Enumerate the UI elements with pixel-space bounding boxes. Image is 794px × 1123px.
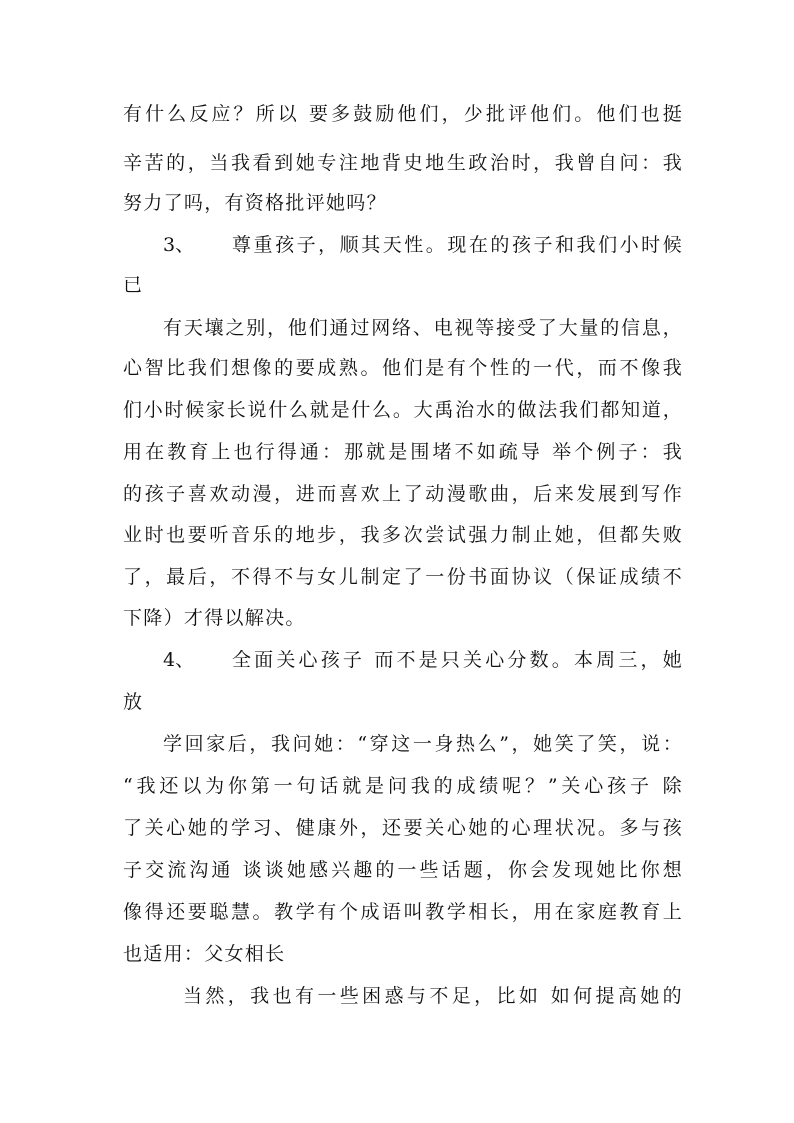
text-line-4: 尊重孩子，顺其天性。现在的孩子和我们小时候	[232, 234, 683, 256]
text-line-14: 全面关心孩子 而不是只关心分数。本周三，她	[232, 649, 683, 671]
text-line-9: 用在教育上也行得通：那就是围堵不如疏导 举个例子：我	[123, 441, 683, 463]
text-line-12: 了，最后，不得不与女儿制定了一份书面协议（保证成绩不	[123, 566, 683, 588]
text-line-5: 已	[123, 274, 144, 296]
text-line-11: 业时也要听音乐的地步，我多次尝试强力制止她，但都失败	[123, 524, 683, 546]
text-line-17: “我还以为你第一句话就是问我的成绩呢？”关心孩子 除	[123, 775, 683, 797]
text-line-8: 们小时候家长说什么就是什么。大禹治水的做法我们都知道，	[123, 399, 683, 421]
text-line-16: 学回家后，我问她：“穿这一身热么”，她笑了笑，说：	[163, 733, 683, 755]
text-line-10: 的孩子喜欢动漫，进而喜欢上了动漫歌曲，后来发展到写作	[123, 483, 683, 505]
text-line-3: 努力了吗，有资格批评她吗？	[123, 192, 387, 214]
text-line-22: 当然，我也有一些困惑与不足，比如 如何提高她的	[183, 985, 683, 1007]
text-line-1: 有什么反应？所以 要多鼓励他们，少批评他们。他们也挺	[123, 103, 683, 125]
text-line-2: 辛苦的，当我看到她专注地背史地生政治时，我曾自问：我	[123, 152, 683, 174]
list-number-4: 4、	[163, 649, 195, 671]
text-line-6: 有天壤之别，他们通过网络、电视等接受了大量的信息，	[163, 317, 683, 339]
text-line-19: 子交流沟通 谈谈她感兴趣的一些话题，你会发现她比你想	[123, 859, 683, 881]
text-line-15: 放	[123, 691, 144, 713]
text-line-20: 像得还要聪慧。教学有个成语叫教学相长，用在家庭教育上	[123, 901, 683, 923]
text-line-21: 也适用：父女相长	[123, 943, 286, 965]
text-line-13: 下降）才得以解决。	[123, 607, 306, 629]
text-line-7: 心智比我们想像的要成熟。他们是有个性的一代，而不像我	[123, 357, 683, 379]
list-number-3: 3、	[163, 234, 195, 256]
text-line-18: 了关心她的学习、健康外，还要关心她的心理状况。多与孩	[123, 817, 683, 839]
